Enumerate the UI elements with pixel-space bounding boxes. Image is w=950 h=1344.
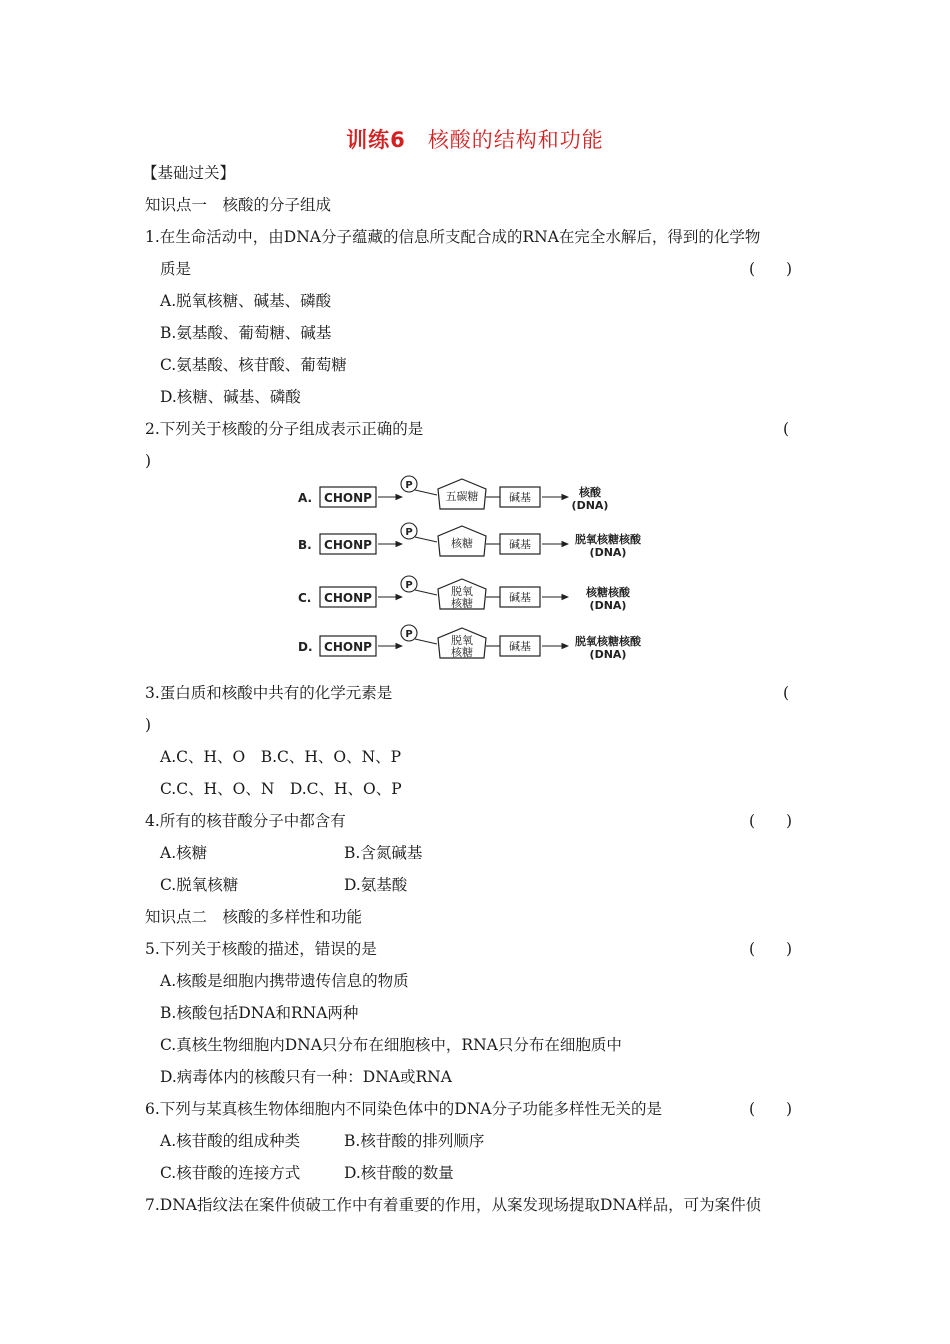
- q6-answer-bracket: ( ): [749, 1100, 793, 1118]
- sugar-label-line1: 脱氧: [451, 585, 473, 598]
- result-label: 核糖核酸: [586, 586, 630, 599]
- result-sub-label: (DNA): [589, 648, 627, 661]
- result-label: 核酸: [579, 486, 601, 499]
- q2-bracket-open: (: [783, 420, 790, 438]
- section-heading: 【基础过关】: [142, 164, 236, 182]
- q6-option-c: C.核苷酸的连接方式: [160, 1164, 301, 1182]
- bond-line: [415, 537, 437, 542]
- element-box-label: CHONP: [324, 491, 372, 505]
- q1-answer-bracket: ( ): [749, 260, 793, 278]
- q5-answer-bracket: ( ): [749, 940, 793, 958]
- q6-stem: 6.下列与某真核生物体细胞内不同染色体中的DNA分子功能多样性无关的是: [145, 1100, 662, 1118]
- phosphate-label: P: [405, 629, 413, 640]
- sugar-label-line2: 核糖: [451, 646, 473, 659]
- q6-option-d: D.核苷酸的数量: [344, 1164, 454, 1182]
- diagram-row-label: C.: [298, 591, 312, 605]
- q6-option-a: A.核苷酸的组成种类: [160, 1132, 301, 1150]
- q3-options-line2: C.C、H、O、N D.C、H、O、P: [160, 780, 402, 798]
- q5-option-a: A.核酸是细胞内携带遗传信息的物质: [160, 972, 409, 990]
- sugar-label-line1: 脱氧: [451, 634, 473, 647]
- sugar-label-line2: 核糖: [451, 597, 473, 610]
- knowledge-point-2: 知识点二 核酸的多样性和功能: [145, 908, 363, 926]
- title-number: 训练6: [346, 128, 406, 152]
- result-sub-label: (DNA): [589, 546, 627, 559]
- diagram-row-label: A.: [298, 491, 313, 505]
- q2-stem: 2.下列关于核酸的分子组成表示正确的是: [145, 420, 424, 438]
- sugar-label: 核糖: [451, 537, 473, 550]
- base-box-label: 碱基: [509, 491, 531, 504]
- element-box-label: CHONP: [324, 640, 372, 654]
- q7-stem-line1: 7.DNA指纹法在案件侦破工作中有着重要的作用，从案发现场提取DNA样品，可为案件侦: [145, 1196, 762, 1214]
- q6-option-b: B.核苷酸的排列顺序: [344, 1132, 485, 1150]
- base-box-label: 碱基: [509, 640, 531, 653]
- base-box-label: 碱基: [509, 591, 531, 604]
- diagram-row-label: B.: [298, 538, 312, 552]
- q1-stem-line2: 质是: [160, 260, 192, 278]
- result-label: 脱氧核糖核酸: [575, 635, 641, 648]
- diagram-row-label: D.: [298, 640, 313, 654]
- q1-option-c: C.氨基酸、核苷酸、葡萄糖: [160, 356, 347, 374]
- bond-line: [415, 590, 437, 595]
- q4-option-d: D.氨基酸: [344, 876, 408, 894]
- q4-answer-bracket: ( ): [749, 812, 793, 830]
- q4-stem: 4.所有的核苷酸分子中都含有: [145, 812, 346, 830]
- q3-options-line1: A.C、H、O B.C、H、O、N、P: [160, 748, 402, 766]
- q1-option-a: A.脱氧核糖、碱基、磷酸: [160, 292, 332, 310]
- q5-option-d: D.病毒体内的核酸只有一种：DNA或RNA: [160, 1068, 452, 1086]
- q4-option-b: B.含氮碱基: [344, 844, 423, 862]
- q2-diagram: [290, 462, 670, 672]
- base-box-label: 碱基: [509, 538, 531, 551]
- phosphate-label: P: [405, 480, 413, 491]
- q3-bracket-close: ): [145, 716, 152, 734]
- page-title: [0, 124, 950, 154]
- q3-bracket-open: (: [783, 684, 790, 702]
- q2-bracket-close: ): [145, 452, 152, 470]
- result-sub-label: (DNA): [589, 599, 627, 612]
- q4-option-c: C.脱氧核糖: [160, 876, 239, 894]
- result-label: 脱氧核糖核酸: [575, 533, 641, 546]
- bond-line: [415, 639, 437, 644]
- knowledge-point-1: 知识点一 核酸的分子组成: [145, 196, 332, 214]
- bond-line: [415, 490, 437, 495]
- result-sub-label: (DNA): [571, 499, 609, 512]
- q3-stem: 3.蛋白质和核酸中共有的化学元素是: [145, 684, 393, 702]
- q1-stem-line1: 1.在生命活动中，由DNA分子蕴藏的信息所支配合成的RNA在完全水解后，得到的化学物: [145, 228, 761, 246]
- q5-stem: 5.下列关于核酸的描述，错误的是: [145, 940, 377, 958]
- q1-option-d: D.核糖、碱基、磷酸: [160, 388, 301, 406]
- element-box-label: CHONP: [324, 591, 372, 605]
- q1-option-b: B.氨基酸、葡萄糖、碱基: [160, 324, 332, 342]
- title-text: 核酸的结构和功能: [427, 128, 604, 152]
- phosphate-label: P: [405, 527, 413, 538]
- phosphate-label: P: [405, 580, 413, 591]
- q4-option-a: A.核糖: [160, 844, 208, 862]
- q5-option-b: B.核酸包括DNA和RNA两种: [160, 1004, 359, 1022]
- sugar-label: 五碳糖: [445, 490, 479, 503]
- element-box-label: CHONP: [324, 538, 372, 552]
- q5-option-c: C.真核生物细胞内DNA只分布在细胞核中，RNA只分布在细胞质中: [160, 1036, 622, 1054]
